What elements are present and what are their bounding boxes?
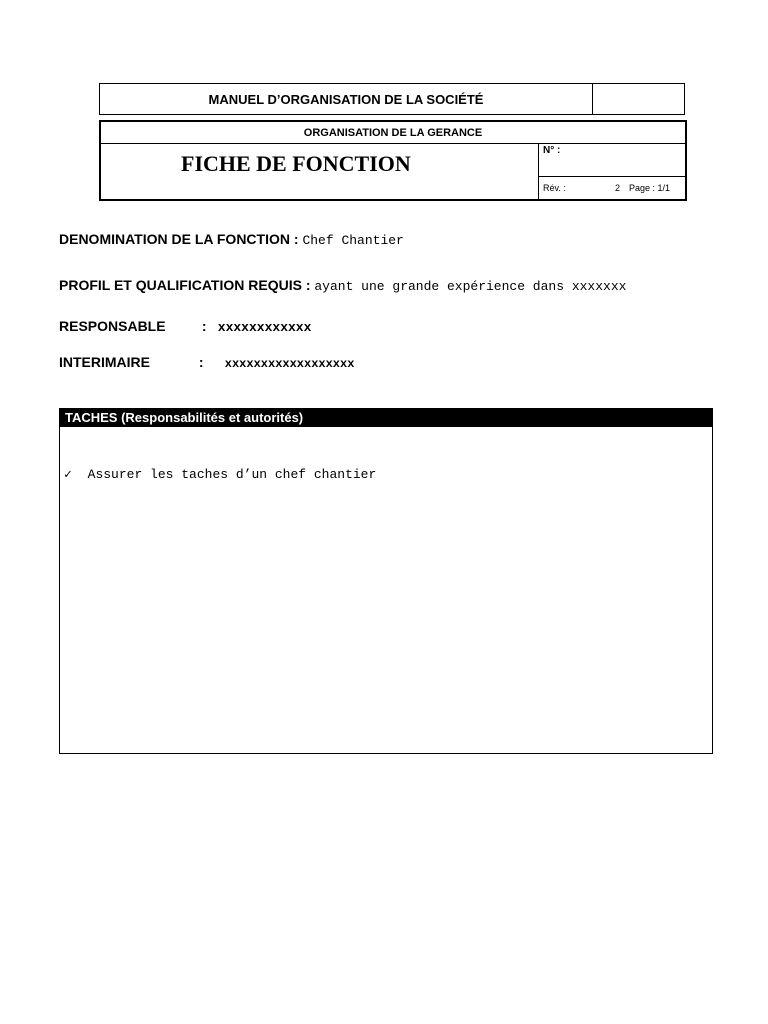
manual-title: MANUEL D’ORGANISATION DE LA SOCIÉTÉ — [100, 84, 593, 114]
interimaire-field — [59, 354, 354, 371]
responsable-label: RESPONSABLE — [59, 318, 166, 334]
responsable-field — [59, 318, 311, 335]
manual-header — [99, 83, 685, 115]
page-number: Page : 1/1 — [629, 183, 671, 193]
section-title: ORGANISATION DE LA GERANCE — [101, 122, 685, 144]
responsable-colon: : — [201, 318, 207, 334]
denomination-value: Chef Chantier — [302, 233, 404, 248]
document-number: N° : — [539, 144, 685, 177]
document-meta — [539, 144, 685, 199]
interimaire-label: INTERIMAIRE — [59, 354, 150, 370]
task-text: Assurer les taches d’un chef chantier — [87, 467, 377, 482]
revision-label: Rév. : — [543, 183, 566, 193]
profil-field — [59, 277, 626, 294]
responsable-value: xxxxxxxxxxxx — [217, 320, 312, 335]
taches-box — [59, 408, 713, 754]
function-sheet-header — [99, 120, 687, 201]
manual-header-blank-cell — [593, 84, 684, 114]
header-lower-row — [101, 144, 685, 199]
interimaire-value: xxxxxxxxxxxxxxxxxx — [224, 357, 355, 371]
list-item — [64, 467, 376, 482]
profil-label: PROFIL ET QUALIFICATION REQUIS : — [59, 277, 311, 293]
profil-value: ayant une grande expérience dans xxxxxxx — [314, 279, 627, 294]
interimaire-colon: : — [198, 354, 204, 370]
denomination-label: DENOMINATION DE LA FONCTION : — [59, 231, 299, 247]
denomination-field — [59, 231, 404, 248]
revision-value: 2 — [615, 183, 621, 193]
document-title: FICHE DE FONCTION — [101, 144, 539, 199]
revision-row — [539, 177, 685, 199]
checkmark-icon: ✓ — [64, 467, 72, 482]
taches-heading: TACHES (Responsabilités et autorités) — [60, 409, 712, 427]
